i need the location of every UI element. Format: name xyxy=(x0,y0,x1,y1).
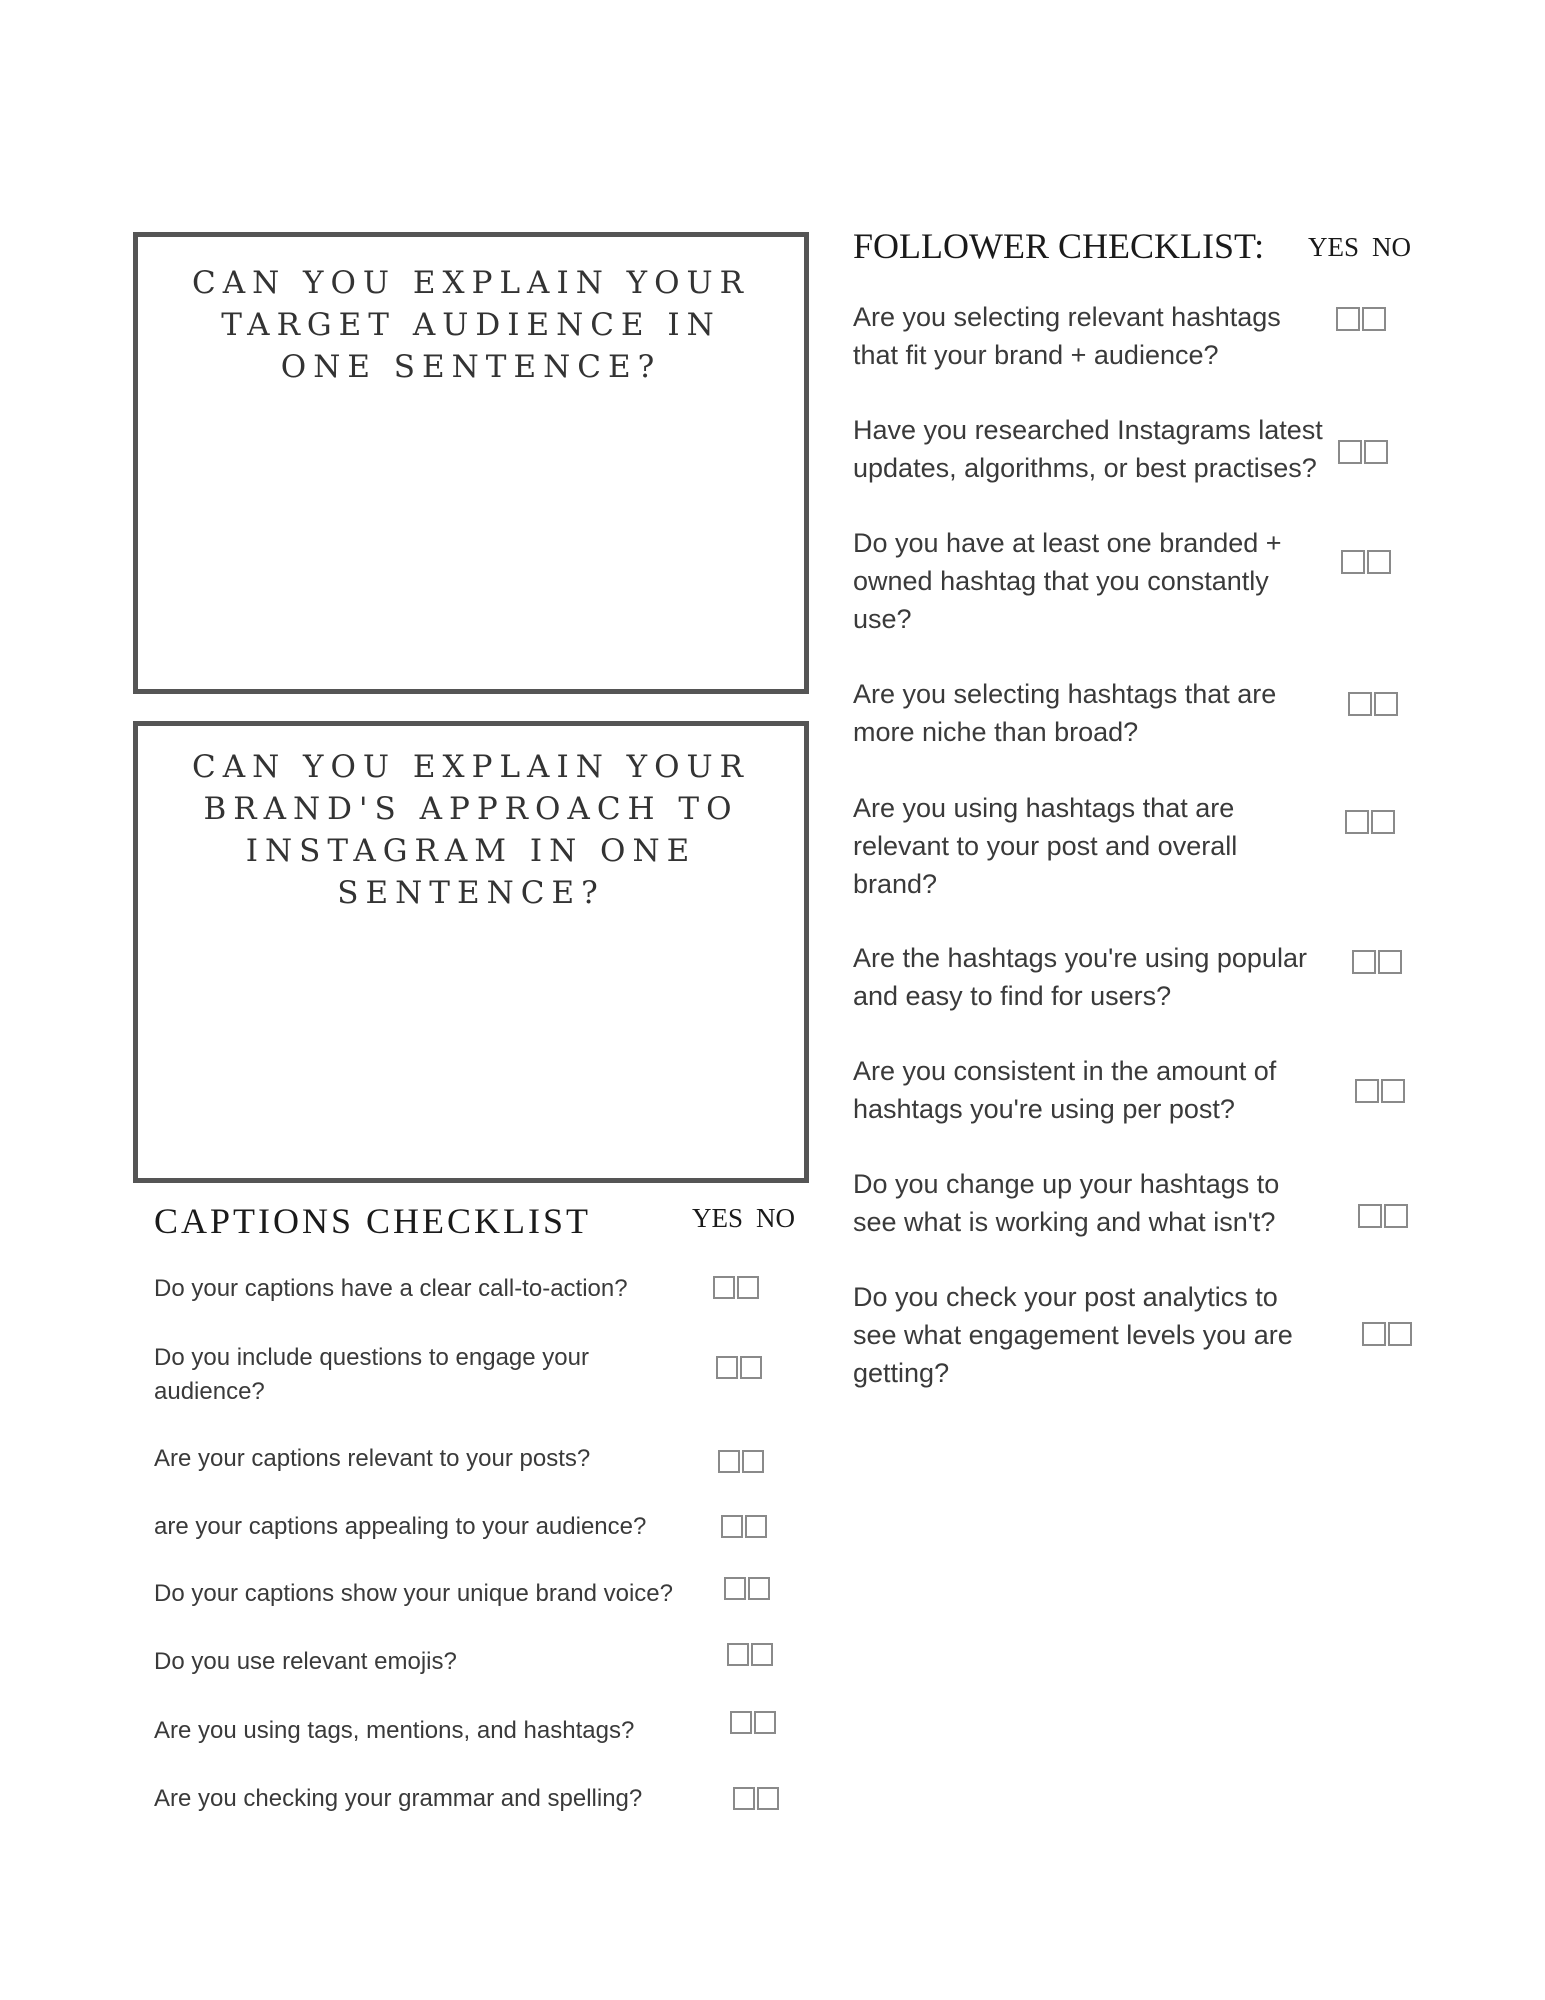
no-checkbox[interactable] xyxy=(1362,307,1386,331)
no-checkbox[interactable] xyxy=(751,1643,773,1666)
captions-answer-boxes xyxy=(733,1787,779,1810)
no-checkbox[interactable] xyxy=(1384,1204,1408,1228)
follower-question: Do you change up your hashtags to see what is working and what isn't? xyxy=(853,1169,1280,1237)
follower-question: Are you selecting hashtags that are more niche than broad? xyxy=(853,679,1277,747)
no-checkbox[interactable] xyxy=(748,1577,770,1600)
captions-question: Are you checking your grammar and spelling? xyxy=(154,1785,643,1812)
no-checkbox[interactable] xyxy=(745,1515,767,1538)
follower-no-label: NO xyxy=(1372,232,1411,262)
follower-answer-boxes xyxy=(1336,307,1386,331)
no-checkbox[interactable] xyxy=(1388,1322,1412,1346)
yes-checkbox[interactable] xyxy=(1355,1079,1379,1103)
target-audience-box[interactable] xyxy=(133,232,809,694)
yes-checkbox[interactable] xyxy=(716,1356,738,1379)
follower-answer-boxes xyxy=(1338,440,1388,464)
no-checkbox[interactable] xyxy=(1381,1079,1405,1103)
follower-answer-boxes xyxy=(1352,950,1402,974)
no-checkbox[interactable] xyxy=(737,1276,759,1299)
follower-question: Are you selecting relevant hashtags that fit your brand + audience? xyxy=(853,302,1281,370)
captions-answer-boxes xyxy=(713,1276,759,1299)
yes-checkbox[interactable] xyxy=(1336,307,1360,331)
follower-question: Are you consistent in the amount of hashtags you're using per post? xyxy=(853,1056,1277,1124)
captions-question: Are you using tags, mentions, and hashtags? xyxy=(154,1717,635,1744)
yes-checkbox[interactable] xyxy=(721,1515,743,1538)
yes-checkbox[interactable] xyxy=(1358,1204,1382,1228)
no-checkbox[interactable] xyxy=(1378,950,1402,974)
follower-answer-boxes xyxy=(1348,692,1398,716)
follower-answer-boxes xyxy=(1355,1079,1405,1103)
captions-answer-boxes xyxy=(718,1450,764,1473)
target-audience-prompt: CAN YOU EXPLAIN YOUR TARGET AUDIENCE IN ONE SENTENCE? xyxy=(191,265,751,385)
no-checkbox[interactable] xyxy=(754,1711,776,1734)
captions-yes-label: YES xyxy=(692,1203,744,1233)
follower-question: Have you researched Instagrams latest updates, algorithms, or best practises? xyxy=(853,415,1323,483)
captions-question: Do your captions show your unique brand voice? xyxy=(154,1580,673,1607)
captions-answer-boxes xyxy=(721,1515,767,1538)
yes-checkbox[interactable] xyxy=(1341,550,1365,574)
yes-checkbox[interactable] xyxy=(724,1577,746,1600)
follower-question: Do you have at least one branded + owned hashtag that you constantly use? xyxy=(853,528,1282,634)
captions-question: Do your captions have a clear call-to-action? xyxy=(154,1275,628,1302)
captions-no-label: NO xyxy=(756,1203,795,1233)
yes-checkbox[interactable] xyxy=(1348,692,1372,716)
no-checkbox[interactable] xyxy=(742,1450,764,1473)
follower-answer-boxes xyxy=(1358,1204,1408,1228)
follower-yes-label: YES xyxy=(1308,232,1360,262)
brand-approach-prompt: CAN YOU EXPLAIN YOUR BRAND'S APPROACH TO INSTAGRAM IN ONE SENTENCE? xyxy=(191,749,751,911)
captions-answer-boxes xyxy=(727,1643,773,1666)
yes-checkbox[interactable] xyxy=(1338,440,1362,464)
yes-checkbox[interactable] xyxy=(1352,950,1376,974)
follower-answer-boxes xyxy=(1362,1322,1412,1346)
follower-question: Do you check your post analytics to see what engagement levels you are getting? xyxy=(853,1282,1293,1388)
no-checkbox[interactable] xyxy=(1374,692,1398,716)
no-checkbox[interactable] xyxy=(1371,810,1395,834)
captions-answer-boxes xyxy=(716,1356,762,1379)
follower-answer-boxes xyxy=(1341,550,1391,574)
captions-question: Do you use relevant emojis? xyxy=(154,1648,457,1675)
brand-approach-box[interactable] xyxy=(133,721,809,1183)
follower-question: Are you using hashtags that are relevant to your post and overall brand? xyxy=(853,793,1238,899)
yes-checkbox[interactable] xyxy=(1345,810,1369,834)
no-checkbox[interactable] xyxy=(740,1356,762,1379)
captions-question: are your captions appealing to your audience? xyxy=(154,1513,647,1540)
no-checkbox[interactable] xyxy=(1364,440,1388,464)
follower-answer-boxes xyxy=(1345,810,1395,834)
no-checkbox[interactable] xyxy=(1367,550,1391,574)
captions-checklist-title: CAPTIONS CHECKLIST xyxy=(154,1201,592,1241)
captions-answer-boxes xyxy=(724,1577,770,1600)
follower-checklist-title: FOLLOWER CHECKLIST: xyxy=(853,226,1265,266)
yes-checkbox[interactable] xyxy=(1362,1322,1386,1346)
no-checkbox[interactable] xyxy=(757,1787,779,1810)
yes-checkbox[interactable] xyxy=(727,1643,749,1666)
yes-checkbox[interactable] xyxy=(733,1787,755,1810)
captions-question: Do you include questions to engage your audience? xyxy=(154,1344,589,1405)
yes-checkbox[interactable] xyxy=(718,1450,740,1473)
follower-question: Are the hashtags you're using popular and easy to find for users? xyxy=(853,943,1307,1011)
captions-question: Are your captions relevant to your posts? xyxy=(154,1445,591,1472)
captions-answer-boxes xyxy=(730,1711,776,1734)
yes-checkbox[interactable] xyxy=(730,1711,752,1734)
yes-checkbox[interactable] xyxy=(713,1276,735,1299)
